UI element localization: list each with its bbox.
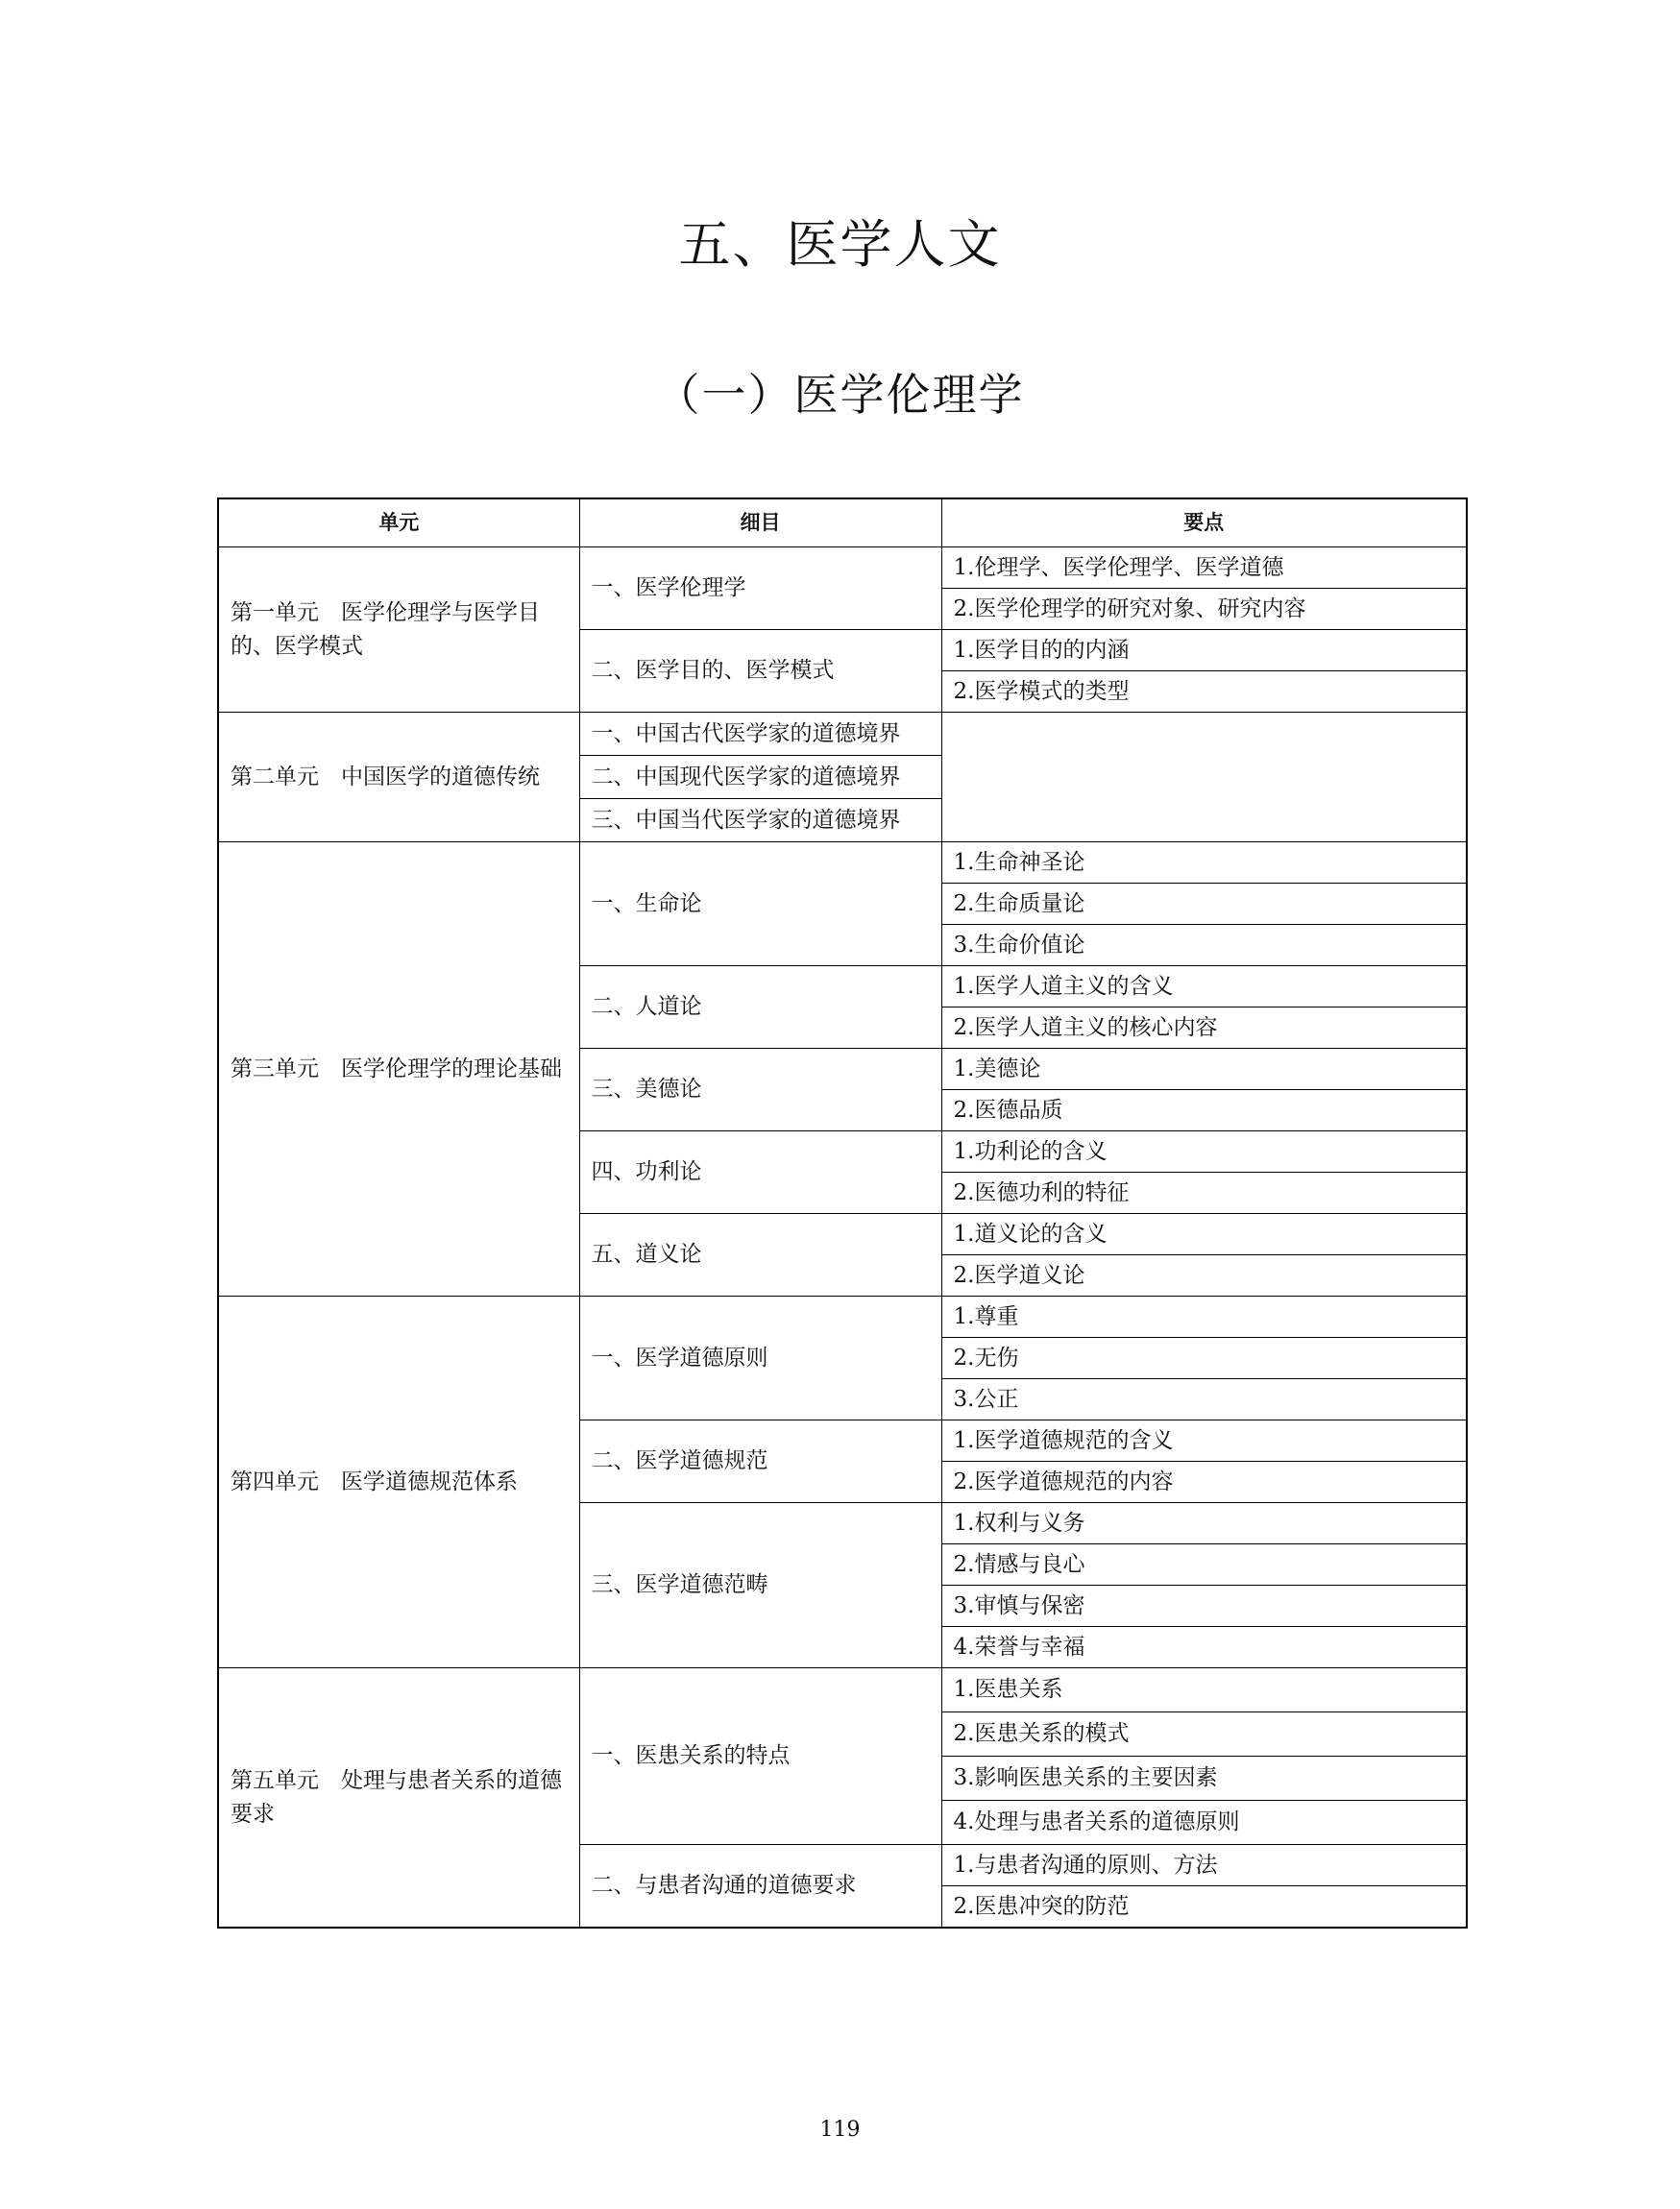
item-cell: 五、道义论	[579, 1214, 941, 1297]
point-cell: 2.医学道德规范的内容	[941, 1462, 1467, 1503]
header-unit: 单元	[218, 498, 579, 547]
point-cell: 1.伦理学、医学伦理学、医学道德	[941, 547, 1467, 589]
point-cell: 1.医学道德规范的含义	[941, 1420, 1467, 1462]
point-cell: 2.医学模式的类型	[941, 671, 1467, 713]
point-cell: 1.医学目的的内涵	[941, 630, 1467, 671]
item-cell: 一、中国古代医学家的道德境界	[579, 713, 941, 756]
table-row	[218, 842, 1467, 884]
point-cell: 4.荣誉与幸福	[941, 1627, 1467, 1668]
item-cell: 一、生命论	[579, 842, 941, 966]
header-point: 要点	[941, 498, 1467, 547]
point-cell: 2.生命质量论	[941, 884, 1467, 925]
item-cell: 三、中国当代医学家的道德境界	[579, 799, 941, 842]
point-cell: 1.与患者沟通的原则、方法	[941, 1845, 1467, 1886]
point-cell: 2.医德品质	[941, 1090, 1467, 1131]
table-row	[218, 1297, 1467, 1338]
table-header-row	[218, 498, 1467, 547]
point-cell: 3.审慎与保密	[941, 1586, 1467, 1627]
item-cell: 一、医患关系的特点	[579, 1668, 941, 1845]
table-row	[218, 713, 1467, 756]
point-cell: 1.生命神圣论	[941, 842, 1467, 884]
point-cell: 3.影响医患关系的主要因素	[941, 1757, 1467, 1801]
point-cell: 4.处理与患者关系的道德原则	[941, 1801, 1467, 1845]
point-cell: 1.尊重	[941, 1297, 1467, 1338]
unit-cell: 第二单元 中国医学的道德传统	[218, 713, 579, 842]
point-cell: 1.道义论的含义	[941, 1214, 1467, 1255]
unit-cell: 第五单元 处理与患者关系的道德要求	[218, 1668, 579, 1929]
point-cell: 3.公正	[941, 1379, 1467, 1420]
page-number: 119	[819, 2118, 861, 2142]
unit-cell: 第一单元 医学伦理学与医学目的、医学模式	[218, 547, 579, 713]
item-cell: 三、美德论	[579, 1049, 941, 1131]
point-cell: 2.医学道义论	[941, 1255, 1467, 1297]
item-cell: 四、功利论	[579, 1131, 941, 1214]
item-cell: 二、医学目的、医学模式	[579, 630, 941, 713]
section-title: （一）医学伦理学	[655, 369, 1025, 421]
item-cell: 二、医学道德规范	[579, 1420, 941, 1503]
point-cell: 1.功利论的含义	[941, 1131, 1467, 1173]
point-cell: 2.无伤	[941, 1338, 1467, 1379]
item-cell: 二、人道论	[579, 966, 941, 1049]
unit-cell: 第四单元 医学道德规范体系	[218, 1297, 579, 1668]
point-cell: 2.医学人道主义的核心内容	[941, 1007, 1467, 1049]
point-cell: 1.美德论	[941, 1049, 1467, 1090]
syllabus-table	[217, 498, 1468, 1929]
point-cell-empty	[941, 713, 1467, 842]
item-cell: 一、医学道德原则	[579, 1297, 941, 1420]
item-cell: 三、医学道德范畴	[579, 1503, 941, 1668]
point-cell: 2.医学伦理学的研究对象、研究内容	[941, 589, 1467, 630]
point-cell: 3.生命价值论	[941, 925, 1467, 966]
point-cell: 2.情感与良心	[941, 1544, 1467, 1586]
item-cell: 一、医学伦理学	[579, 547, 941, 630]
table-row	[218, 547, 1467, 589]
point-cell: 1.医患关系	[941, 1668, 1467, 1712]
point-cell: 2.医患关系的模式	[941, 1712, 1467, 1757]
page-title: 五、医学人文	[678, 214, 1002, 275]
point-cell: 1.医学人道主义的含义	[941, 966, 1467, 1007]
item-cell: 二、中国现代医学家的道德境界	[579, 756, 941, 799]
item-cell: 二、与患者沟通的道德要求	[579, 1845, 941, 1929]
unit-cell: 第三单元 医学伦理学的理论基础	[218, 842, 579, 1297]
table-row	[218, 1668, 1467, 1712]
header-item: 细目	[579, 498, 941, 547]
point-cell: 2.医德功利的特征	[941, 1173, 1467, 1214]
point-cell: 1.权利与义务	[941, 1503, 1467, 1544]
point-cell: 2.医患冲突的防范	[941, 1886, 1467, 1929]
